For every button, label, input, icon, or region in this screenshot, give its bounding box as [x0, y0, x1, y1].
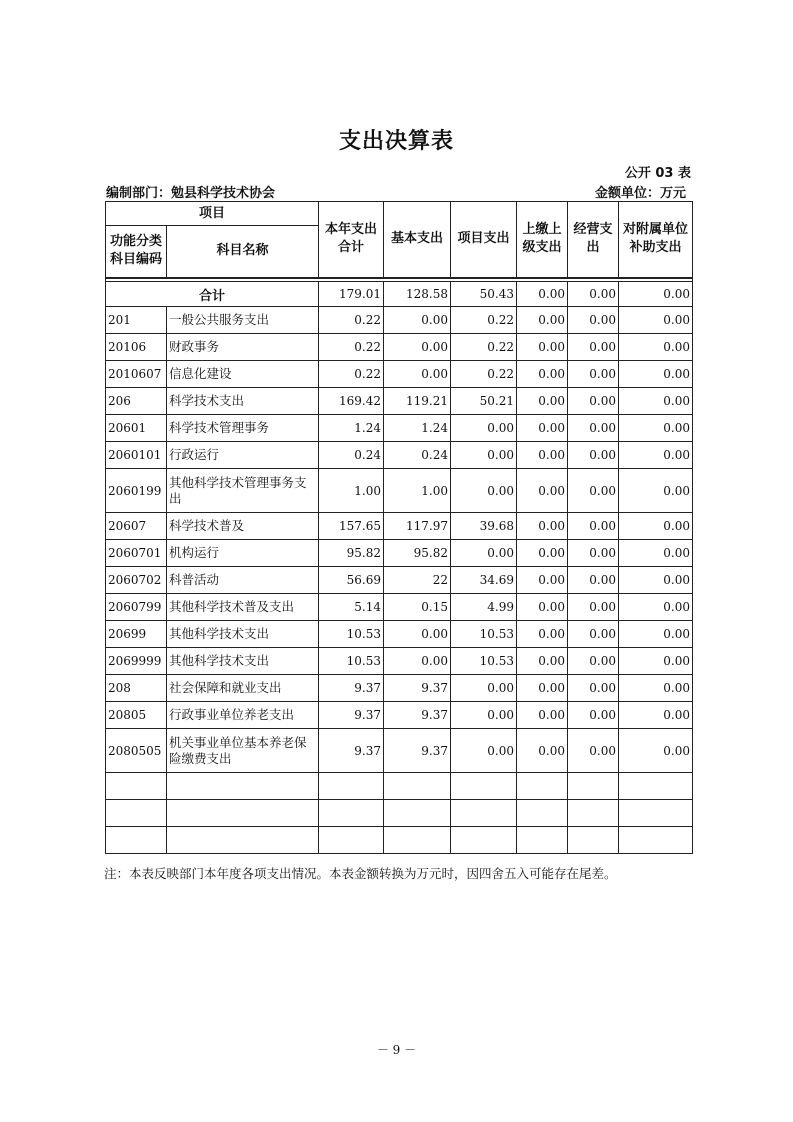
row-value: 0.00 [619, 469, 693, 513]
empty-row [106, 773, 693, 800]
row-value: 34.69 [451, 567, 517, 594]
table-row [106, 594, 693, 621]
row-value: 0.00 [384, 648, 451, 675]
row-value: 0.00 [384, 307, 451, 334]
row-value: 0.00 [619, 621, 693, 648]
empty-cell [106, 773, 167, 800]
row-value: 9.37 [384, 675, 451, 702]
row-value: 0.00 [517, 469, 568, 513]
row-value: 10.53 [451, 648, 517, 675]
empty-cell [517, 773, 568, 800]
row-value: 0.00 [619, 415, 693, 442]
row-value: 0.00 [517, 648, 568, 675]
row-value: 0.00 [517, 567, 568, 594]
row-value: 0.22 [451, 334, 517, 361]
table-row [106, 729, 693, 773]
row-value: 4.99 [451, 594, 517, 621]
row-value: 0.00 [517, 334, 568, 361]
footnote: 注：本表反映部门本年度各项支出情况。本表金额转换为万元时，因四舍五入可能存在尾差。 [104, 866, 617, 881]
row-value: 0.00 [517, 442, 568, 469]
row-value: 0.00 [517, 540, 568, 567]
header-project: 项目 [106, 202, 319, 226]
header-total: 本年支出合计 [319, 202, 384, 278]
row-value: 0.22 [451, 307, 517, 334]
row-value: 0.00 [568, 442, 619, 469]
row-value: 1.24 [319, 415, 384, 442]
total-row [106, 282, 693, 307]
page-title: 支出决算表 [338, 129, 454, 154]
row-value: 0.00 [568, 729, 619, 773]
row-value: 0.00 [517, 621, 568, 648]
row-code: 201 [106, 307, 167, 334]
row-value: 0.22 [451, 361, 517, 388]
row-value: 1.00 [319, 469, 384, 513]
row-value: 5.14 [319, 594, 384, 621]
empty-cell [451, 773, 517, 800]
row-value: 0.00 [451, 540, 517, 567]
row-name: 其他科学技术支出 [167, 648, 319, 675]
row-value: 157.65 [319, 513, 384, 540]
empty-cell [619, 773, 693, 800]
row-value: 0.00 [568, 567, 619, 594]
table-row [106, 702, 693, 729]
table-row [106, 648, 693, 675]
header-upper: 上缴上级支出 [517, 202, 568, 278]
empty-cell [319, 800, 384, 827]
row-value: 0.00 [619, 567, 693, 594]
row-value: 0.00 [517, 513, 568, 540]
row-value: 0.00 [619, 334, 693, 361]
row-value: 0.00 [568, 307, 619, 334]
row-name: 科学技术普及 [167, 513, 319, 540]
row-value: 0.00 [619, 513, 693, 540]
row-name: 机构运行 [167, 540, 319, 567]
table-row [106, 388, 693, 415]
row-value: 0.00 [568, 388, 619, 415]
table-row [106, 442, 693, 469]
row-value: 0.22 [319, 334, 384, 361]
row-name: 其他科学技术普及支出 [167, 594, 319, 621]
row-value: 0.00 [619, 361, 693, 388]
page-number: － 9 － [376, 1043, 417, 1057]
row-value: 0.00 [619, 675, 693, 702]
empty-cell [384, 800, 451, 827]
empty-cell [167, 800, 319, 827]
row-value: 0.00 [568, 361, 619, 388]
row-code: 20607 [106, 513, 167, 540]
header-business: 经营支出 [568, 202, 619, 278]
row-value: 9.37 [319, 675, 384, 702]
total-value: 0.00 [619, 282, 693, 307]
table-row [106, 415, 693, 442]
row-name: 其他科学技术支出 [167, 621, 319, 648]
row-name: 科普活动 [167, 567, 319, 594]
row-value: 9.37 [319, 729, 384, 773]
empty-cell [568, 773, 619, 800]
row-value: 0.00 [619, 702, 693, 729]
empty-cell [167, 827, 319, 854]
header-basic: 基本支出 [384, 202, 451, 278]
table-row [106, 469, 693, 513]
row-value: 0.00 [619, 729, 693, 773]
row-value: 0.00 [619, 307, 693, 334]
row-code: 2060702 [106, 567, 167, 594]
row-name: 财政事务 [167, 334, 319, 361]
row-value: 0.00 [619, 388, 693, 415]
row-value: 0.00 [384, 621, 451, 648]
empty-cell [568, 800, 619, 827]
header-item: 项目支出 [451, 202, 517, 278]
row-value: 0.00 [568, 675, 619, 702]
row-code: 2060199 [106, 469, 167, 513]
row-code: 2010607 [106, 361, 167, 388]
row-code: 2080505 [106, 729, 167, 773]
row-value: 0.00 [568, 648, 619, 675]
row-code: 20106 [106, 334, 167, 361]
row-code: 2069999 [106, 648, 167, 675]
header-func-code: 功能分类科目编码 [106, 226, 167, 278]
row-value: 9.37 [319, 702, 384, 729]
empty-cell [384, 827, 451, 854]
header-subject-name: 科目名称 [167, 226, 319, 278]
row-value: 0.00 [451, 729, 517, 773]
table-body [106, 278, 693, 854]
empty-row [106, 800, 693, 827]
row-value: 0.00 [517, 675, 568, 702]
empty-cell [106, 800, 167, 827]
expenditure-table [105, 201, 693, 854]
dept-label: 编制部门：勉县科学技术协会 [106, 186, 276, 201]
row-value: 10.53 [319, 648, 384, 675]
row-value: 95.82 [319, 540, 384, 567]
row-code: 2060101 [106, 442, 167, 469]
row-value: 169.42 [319, 388, 384, 415]
empty-cell [568, 827, 619, 854]
table-row [106, 621, 693, 648]
row-value: 0.24 [319, 442, 384, 469]
total-label: 合计 [106, 282, 319, 307]
row-value: 0.00 [619, 540, 693, 567]
table-row [106, 567, 693, 594]
empty-cell [517, 827, 568, 854]
table-row [106, 513, 693, 540]
row-name: 一般公共服务支出 [167, 307, 319, 334]
row-value: 0.24 [384, 442, 451, 469]
row-code: 208 [106, 675, 167, 702]
row-value: 0.00 [517, 361, 568, 388]
unit-label: 金额单位：万元 [594, 186, 686, 201]
row-code: 20699 [106, 621, 167, 648]
row-value: 0.00 [619, 442, 693, 469]
row-code: 20601 [106, 415, 167, 442]
table-row [106, 540, 693, 567]
row-value: 0.00 [384, 334, 451, 361]
row-value: 117.97 [384, 513, 451, 540]
row-value: 10.53 [451, 621, 517, 648]
row-value: 0.00 [619, 648, 693, 675]
row-value: 22 [384, 567, 451, 594]
row-value: 0.00 [568, 702, 619, 729]
total-value: 0.00 [568, 282, 619, 307]
row-value: 0.00 [568, 415, 619, 442]
empty-cell [451, 827, 517, 854]
row-value: 0.00 [568, 540, 619, 567]
row-value: 39.68 [451, 513, 517, 540]
row-value: 0.22 [319, 307, 384, 334]
row-value: 0.00 [517, 729, 568, 773]
row-value: 0.00 [517, 307, 568, 334]
row-value: 9.37 [384, 729, 451, 773]
empty-cell [451, 800, 517, 827]
row-value: 50.21 [451, 388, 517, 415]
row-value: 0.00 [568, 513, 619, 540]
empty-cell [619, 800, 693, 827]
row-value: 0.00 [451, 702, 517, 729]
row-value: 0.22 [319, 361, 384, 388]
row-value: 0.00 [568, 594, 619, 621]
row-value: 0.00 [451, 442, 517, 469]
table-row [106, 361, 693, 388]
row-value: 10.53 [319, 621, 384, 648]
row-value: 0.00 [517, 594, 568, 621]
table-code: 公开 03 表 [624, 166, 691, 181]
row-name: 行政运行 [167, 442, 319, 469]
row-name: 科学技术支出 [167, 388, 319, 415]
total-value: 179.01 [319, 282, 384, 307]
row-value: 1.24 [384, 415, 451, 442]
row-value: 0.00 [384, 361, 451, 388]
row-value: 0.00 [568, 334, 619, 361]
table-row [106, 307, 693, 334]
row-name: 社会保障和就业支出 [167, 675, 319, 702]
table-row [106, 334, 693, 361]
row-code: 2060799 [106, 594, 167, 621]
row-value: 0.15 [384, 594, 451, 621]
row-value: 0.00 [451, 675, 517, 702]
empty-cell [384, 773, 451, 800]
row-value: 0.00 [568, 469, 619, 513]
row-value: 95.82 [384, 540, 451, 567]
header-subsidy: 对附属单位补助支出 [619, 202, 693, 278]
row-code: 20805 [106, 702, 167, 729]
table-row [106, 675, 693, 702]
row-name: 机关事业单位基本养老保险缴费支出 [167, 729, 319, 773]
empty-cell [319, 773, 384, 800]
row-value: 9.37 [384, 702, 451, 729]
row-value: 1.00 [384, 469, 451, 513]
row-value: 0.00 [451, 469, 517, 513]
total-value: 0.00 [517, 282, 568, 307]
row-value: 0.00 [619, 594, 693, 621]
empty-cell [106, 827, 167, 854]
row-value: 0.00 [517, 415, 568, 442]
row-code: 2060701 [106, 540, 167, 567]
row-name: 行政事业单位养老支出 [167, 702, 319, 729]
row-name: 其他科学技术管理事务支出 [167, 469, 319, 513]
row-value: 0.00 [517, 702, 568, 729]
empty-cell [167, 773, 319, 800]
total-value: 128.58 [384, 282, 451, 307]
empty-cell [517, 800, 568, 827]
row-value: 56.69 [319, 567, 384, 594]
empty-cell [319, 827, 384, 854]
empty-cell [619, 827, 693, 854]
row-code: 206 [106, 388, 167, 415]
row-name: 信息化建设 [167, 361, 319, 388]
row-value: 0.00 [451, 415, 517, 442]
row-value: 0.00 [568, 621, 619, 648]
row-value: 0.00 [517, 388, 568, 415]
row-value: 119.21 [384, 388, 451, 415]
row-name: 科学技术管理事务 [167, 415, 319, 442]
empty-row [106, 827, 693, 854]
total-value: 50.43 [451, 282, 517, 307]
